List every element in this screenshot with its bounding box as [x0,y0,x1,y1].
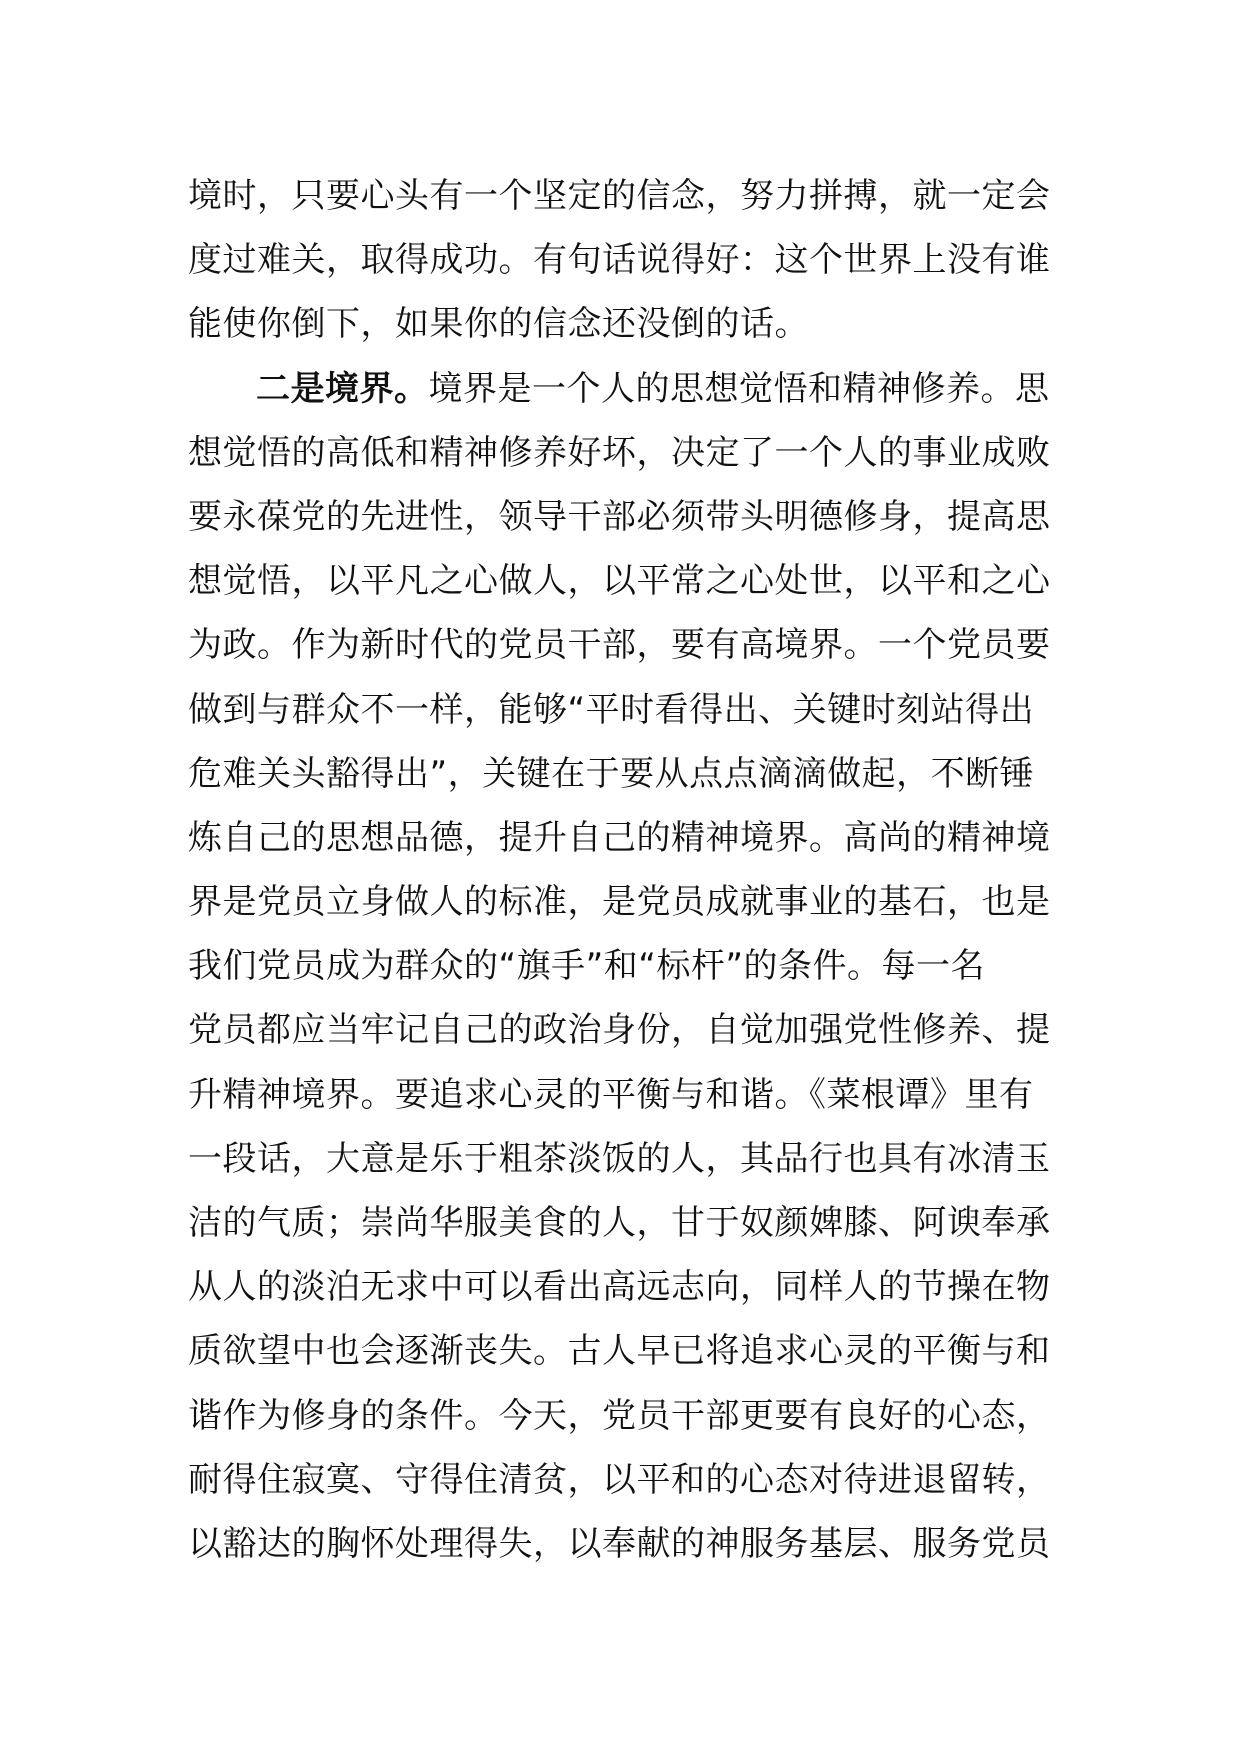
text-line: 从人的淡泊无求中可以看出高远志向，同样人的节操在物 [188,1267,1051,1308]
paragraph-text: 境界是一个人的思想觉悟和精神修养。思 [428,368,1050,409]
text-line: 想觉悟的高低和精神修养好坏，决定了一个人的事业成败 [188,432,1051,473]
text-line: 危难关头豁得出”，关键在于要从点点滴滴做起，不断锤 [188,753,1035,794]
text-line: 谐作为修身的条件。今天，党员干部更要有良好的心态， [188,1395,1051,1436]
text-line: 耐得住寂寞、守得住清贫，以平和的心态对待进退留转， [188,1459,1051,1500]
text-line: 能使你倒下，如果你的信念还没倒的话。 [188,304,809,345]
text-line: 要永葆党的先进性，领导干部必须带头明德修身，提高思 [188,496,1051,537]
text-line: 境时，只要心头有一个坚定的信念，努力拼搏，就一定会 [188,176,1051,216]
text-line: 界是党员立身做人的标准，是党员成就事业的基石，也是 [188,882,1051,923]
text-line: 度过难关，取得成功。有句话说得好：这个世界上没有谁 [188,240,1051,281]
text-line: 一段话，大意是乐于粗茶淡饭的人，其品行也具有冰清玉 [188,1138,1051,1179]
document-body [188,164,1058,1576]
text-line: 我们党员成为群众的“旗手”和“标杆”的条件。每一名 [188,946,985,987]
text-line: 质欲望中也会逐渐丧失。古人早已将追求心灵的平衡与和 [188,1331,1051,1372]
text-line: 为政。作为新时代的党员干部，要有高境界。一个党员要 [188,625,1051,666]
text-line: 党员都应当牢记自己的政治身份，自觉加强党性修养、提 [188,1010,1051,1051]
text-line: 升精神境界。要追求心灵的平衡与和谐。《菜根谭》里有 [188,1074,1034,1115]
text-line: 做到与群众不一样，能够“平时看得出、关键时刻站得出 [188,689,1035,730]
text-line: 洁的气质；崇尚华服美食的人，甘于奴颜婢膝、阿谀奉承 [188,1203,1051,1243]
section-heading: 二是境界。 [256,368,429,409]
paragraph-first-line [188,357,1058,421]
text-line: 以豁达的胸怀处理得失，以奉献的神服务基层、服务党员 [188,1523,1051,1564]
text-line: 炼自己的思想品德，提升自己的精神境界。高尚的精神境 [188,817,1051,858]
text-line: 想觉悟，以平凡之心做人，以平常之心处世，以平和之心 [188,561,1051,602]
